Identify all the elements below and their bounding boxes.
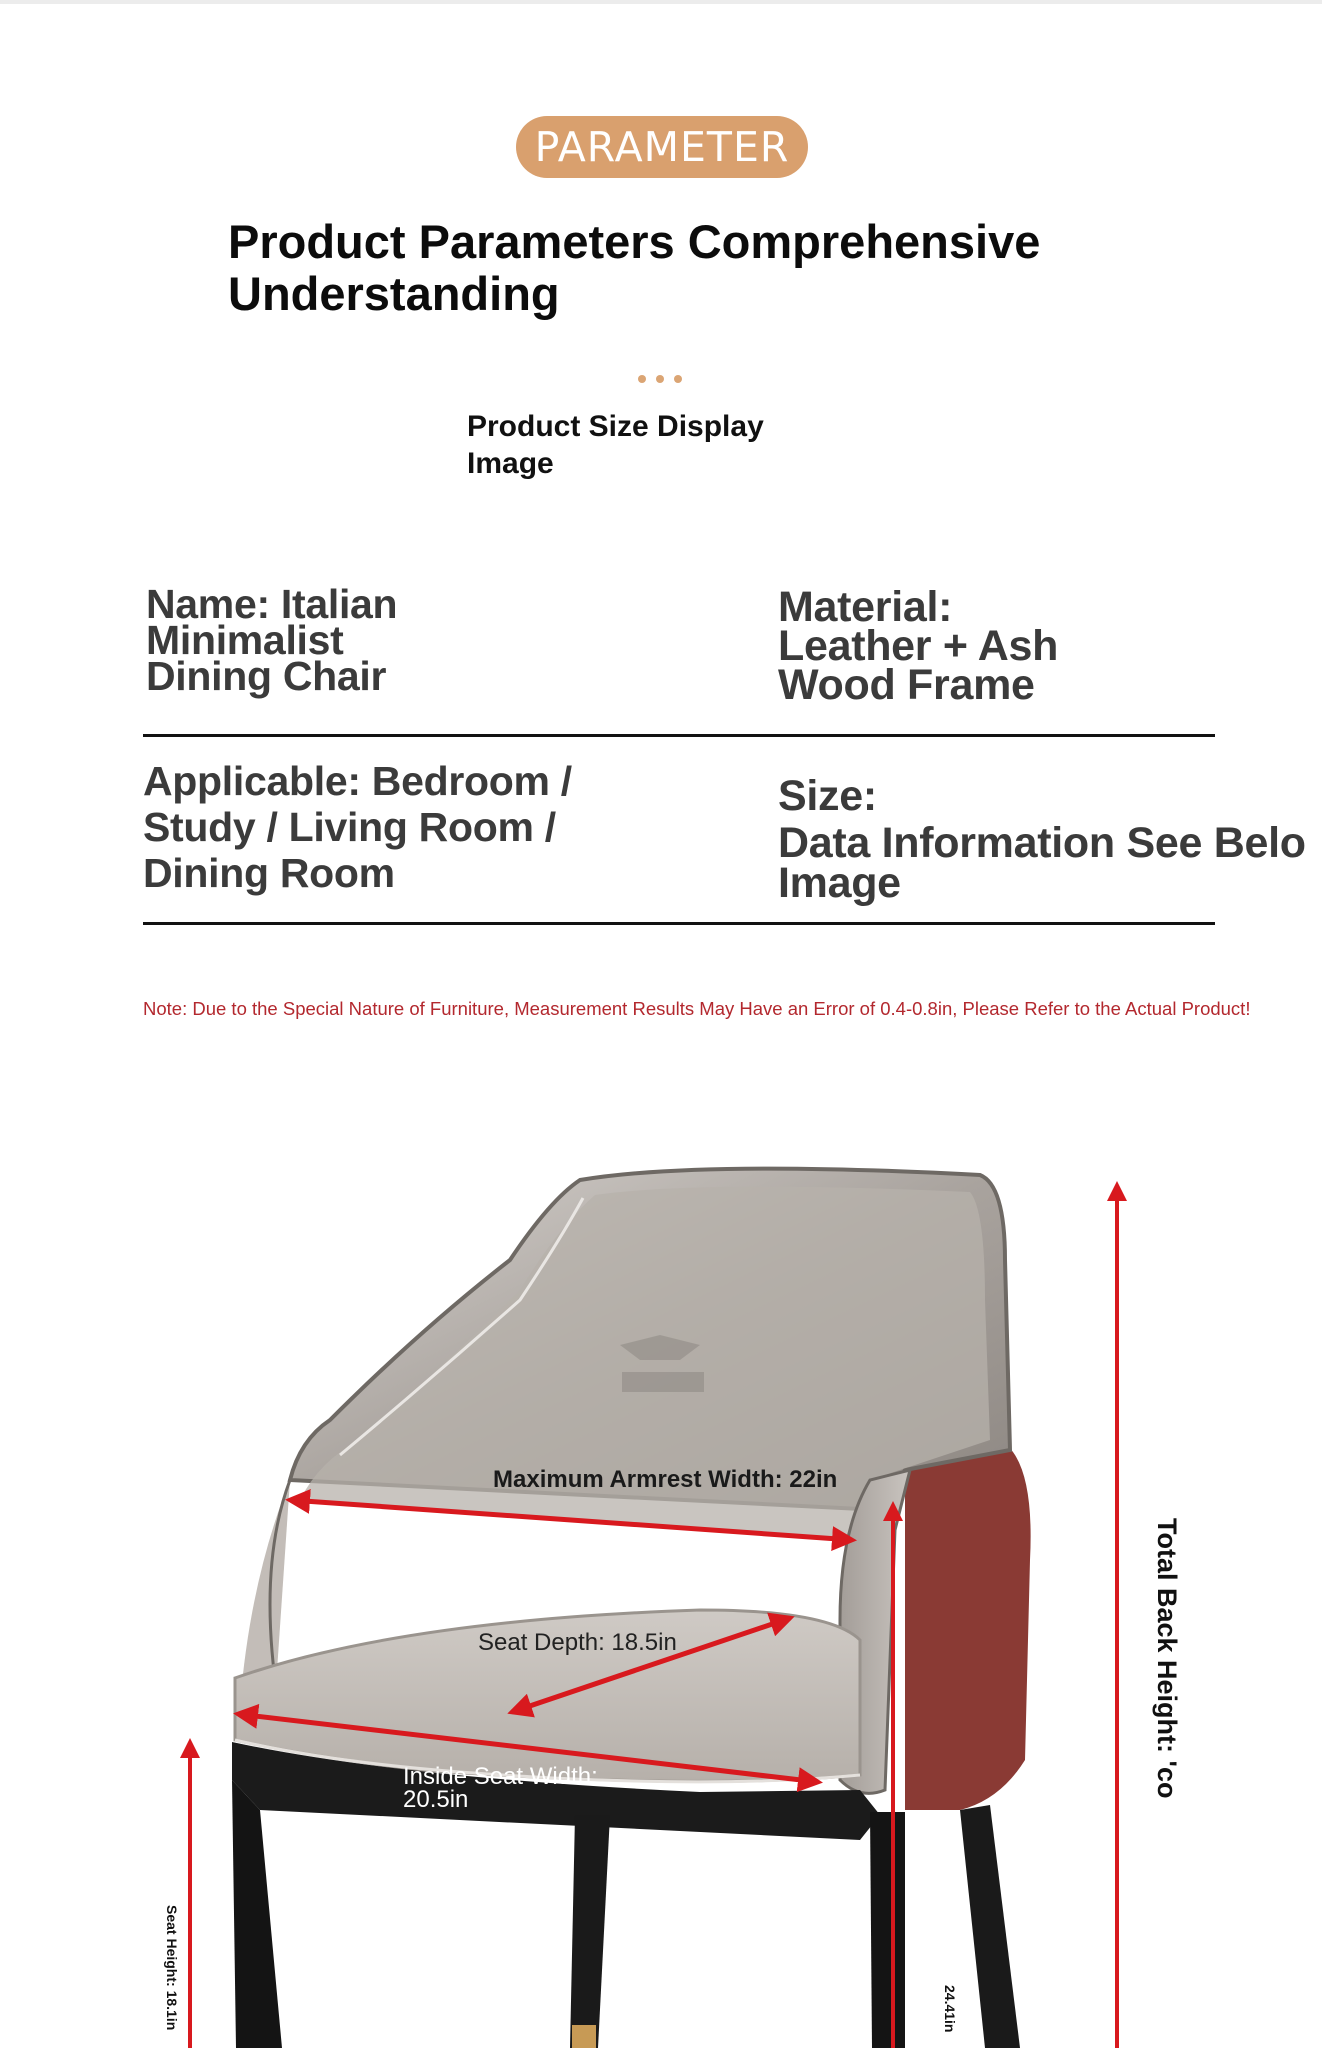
- decorative-dots: [638, 368, 692, 387]
- dot: [674, 375, 682, 383]
- param-applicable: Applicable: Bedroom / Study / Living Room / Dining Room: [143, 758, 572, 896]
- inside-seat-width-label: Inside Seat Width:: [403, 1763, 598, 1790]
- section-subtitle: Product Size Display Image: [467, 410, 764, 480]
- param-divider: [143, 922, 1215, 925]
- chair-image: [232, 1169, 1031, 2048]
- page-title: Product Parameters Comprehensive Understanding: [228, 215, 1041, 320]
- param-material: Material: Leather + Ash Wood Frame: [778, 583, 1059, 709]
- dot: [656, 375, 664, 383]
- chair-dimension-illustration: [0, 1040, 1322, 2048]
- total-back-height-label: Total Back Height: 'co: [1152, 1518, 1182, 1799]
- armrest-height-label: 24.41in: [942, 1985, 958, 2033]
- measurement-note: Note: Due to the Special Nature of Furniture, Measurement Results May Have an Error of 0.4-0.8in, Please Refer to the Actual Product!: [143, 998, 1251, 1019]
- param-divider: [143, 734, 1215, 737]
- dot: [638, 375, 646, 383]
- param-size-label: Size:: [778, 772, 877, 820]
- top-divider: [0, 0, 1322, 4]
- param-name: Name: Italian Minimalist Dining Chair: [146, 581, 398, 699]
- armrest-width-label: Maximum Armrest Width: 22in: [493, 1466, 838, 1493]
- param-size-value: Data Information See Belo Image: [778, 819, 1306, 907]
- seat-height-label: Seat Height: 18.1in: [164, 1905, 180, 2031]
- seat-depth-label: Seat Depth: 18.5in: [478, 1629, 677, 1656]
- inside-seat-width-value: 20.5in: [403, 1786, 469, 1813]
- parameter-badge: PARAMETER: [516, 116, 808, 178]
